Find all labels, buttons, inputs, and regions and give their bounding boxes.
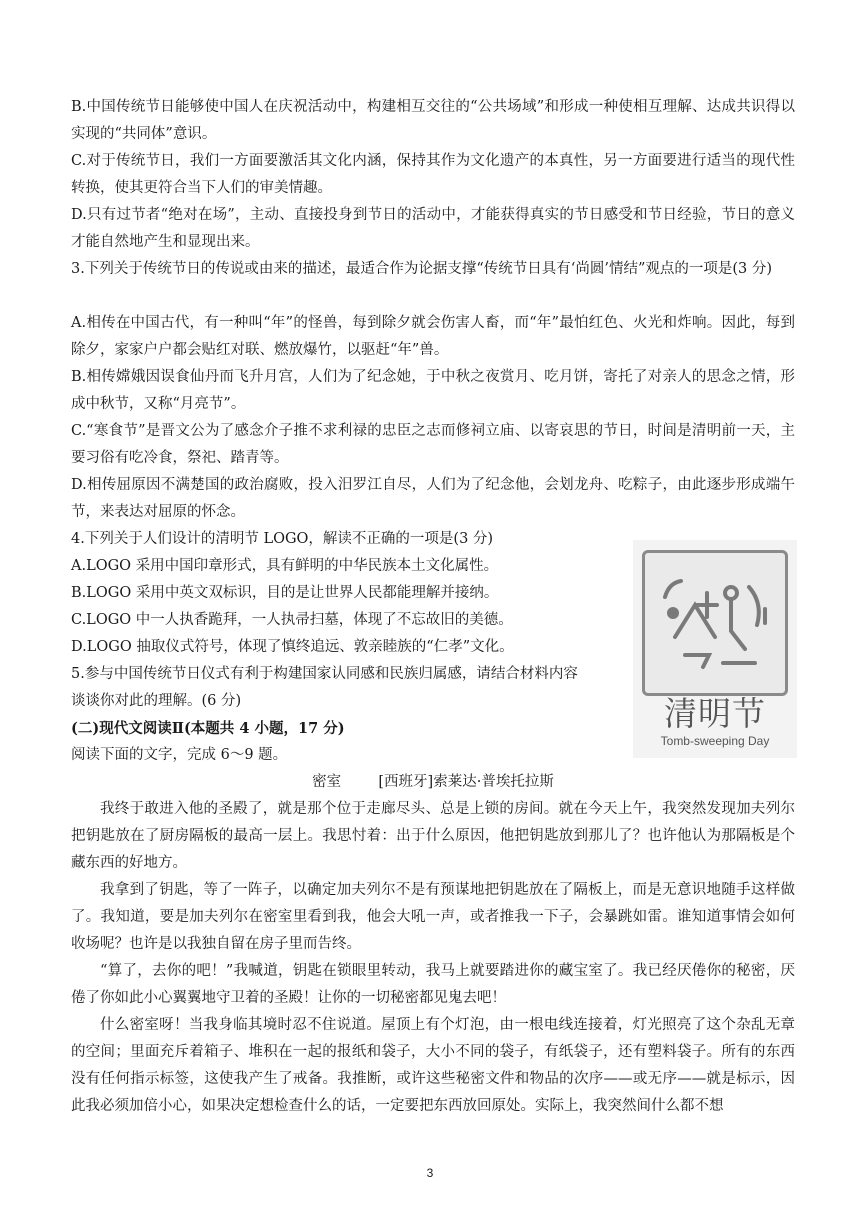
- article-title: 密室: [312, 774, 342, 790]
- q4-option-b: B.LOGO 采用中英文双标识，目的是让世界人民都能理解并接纳。: [71, 585, 499, 601]
- q5-line-1: 5.参与中国传统节日仪式有利于构建国家认同感和民族归属感，请结合材料内容: [71, 666, 578, 682]
- article-paragraph: 我拿到了钥匙，等了一阵子，以确定加夫列尔不是有预谋地把钥匙放在了隔板上，而是无意识地随手这样做了。我知道，要是加夫列尔在密室里看到我，他会大吼一声，或者推我一下子，会暴跳如雷。谁知道事情会如何收场呢？也许是以我独自留在房子里而告终。: [71, 882, 795, 952]
- section-instruction: 阅读下面的文字，完成 6～9 题。: [71, 747, 288, 763]
- seal-figures-icon: [645, 553, 785, 693]
- section-heading: (二)现代文阅读Ⅱ(本题共 4 小题，17 分): [71, 720, 345, 737]
- article-author: [西班牙]索莱达·普埃托拉斯: [378, 774, 554, 790]
- article-paragraph: “算了，去你的吧！”我喊道，钥匙在锁眼里转动，我马上就要踏进你的藏宝室了。我已经厌倦你的秘密，厌倦了你如此小心翼翼地守卫着的圣殿！让你的一切秘密都见鬼去吧！: [71, 963, 795, 1006]
- article-title-line: [71, 769, 795, 796]
- page-number: 3: [426, 1166, 434, 1180]
- q2-option-c: C.对于传统节日，我们一方面要激活其文化内涵，保持其作为文化遗产的本真性，另一方面要进行适当的现代性转换，使其更符合当下人们的审美情趣。: [71, 153, 795, 196]
- q4-option-a: A.LOGO 采用中国印章形式，具有鲜明的中华民族本土文化属性。: [71, 558, 499, 574]
- seal-icon: [642, 550, 788, 696]
- q3-option-d: D.相传屈原因不满楚国的政治腐败，投入汨罗江自尽，人们为了纪念他，会划龙舟、吃粽子，由此逐步形成端午节，来表达对屈原的怀念。: [71, 477, 795, 520]
- article-paragraph: 什么密室呀！当我身临其境时忍不住说道。屋顶上有个灯泡，由一根电线连接着，灯光照亮了这个杂乱无章的空间；里面充斥着箱子、堆积在一起的报纸和袋子，大小不同的袋子，有纸袋子，还有塑料袋子。所有的东西没有任何指示标签，这使我产生了戒备。我推断，或许这些秘密文件和物品的次序——或无序——就是标示，因此我必须加倍小心，如果决定想检查什么的话，一定要把东西放回原处。实际上，我突然间什么都不想: [71, 1017, 795, 1114]
- q2-option-b: B.中国传统节日能够使中国人在庆祝活动中，构建相互交往的“公共场域”和形成一种使相互理解、达成共识得以实现的“共同体”意识。: [71, 99, 795, 142]
- q3-stem: 3.下列关于传统节日的传说或由来的描述，最适合作为论据支撑“传统节日具有‘尚圆’情结”观点的一项是(3 分): [71, 261, 773, 277]
- q4-stem: 4.下列关于人们设计的清明节 LOGO，解读不正确的一项是(3 分): [71, 531, 494, 547]
- q4-option-d: D.LOGO 抽取仪式符号，体现了慎终追远、敦亲睦族的“仁孝”文化。: [71, 639, 514, 655]
- q2-option-d: D.只有过节者“绝对在场”，主动、直接投身到节日的活动中，才能获得真实的节日感受和节日经验，节日的意义才能自然地产生和显现出来。: [71, 207, 795, 250]
- q3-option-b: B.相传嫦娥因误食仙丹而飞升月宫，人们为了纪念她，于中秋之夜赏月、吃月饼，寄托了对亲人的思念之情，形成中秋节，又称“月亮节”。: [71, 369, 795, 412]
- article-paragraph: 我终于敢进入他的圣殿了，就是那个位于走廊尽头、总是上锁的房间。就在今天上午，我突然发现加夫列尔把钥匙放在了厨房隔板的最高一层上。我思忖着：出于什么原因，他把钥匙放到那儿了？也许他认为那隔板是个藏东西的好地方。: [71, 801, 795, 871]
- q3-option-a: A.相传在中国古代，有一种叫“年”的怪兽，每到除夕就会伤害人畜，而“年”最怕红色、火光和炸响。因此，每到除夕，家家户户都会贴红对联、燃放爆竹，以驱赶“年”兽。: [71, 315, 795, 358]
- logo-english-text: Tomb-sweeping Day: [660, 734, 770, 748]
- q5-line-2: 谈谈你对此的理解。(6 分): [71, 693, 242, 709]
- q4-option-c: C.LOGO 中一人执香跪拜，一人执帚扫墓，体现了不忘故旧的美德。: [71, 612, 513, 628]
- q3-option-c: C.“寒食节”是晋文公为了感念介子推不求利禄的忠臣之志而修祠立庙、以寄哀思的节日，时间是清明前一天，主要习俗有吃冷食，祭祀、踏青等。: [71, 423, 795, 466]
- logo-chinese-text: 清明节: [664, 694, 766, 733]
